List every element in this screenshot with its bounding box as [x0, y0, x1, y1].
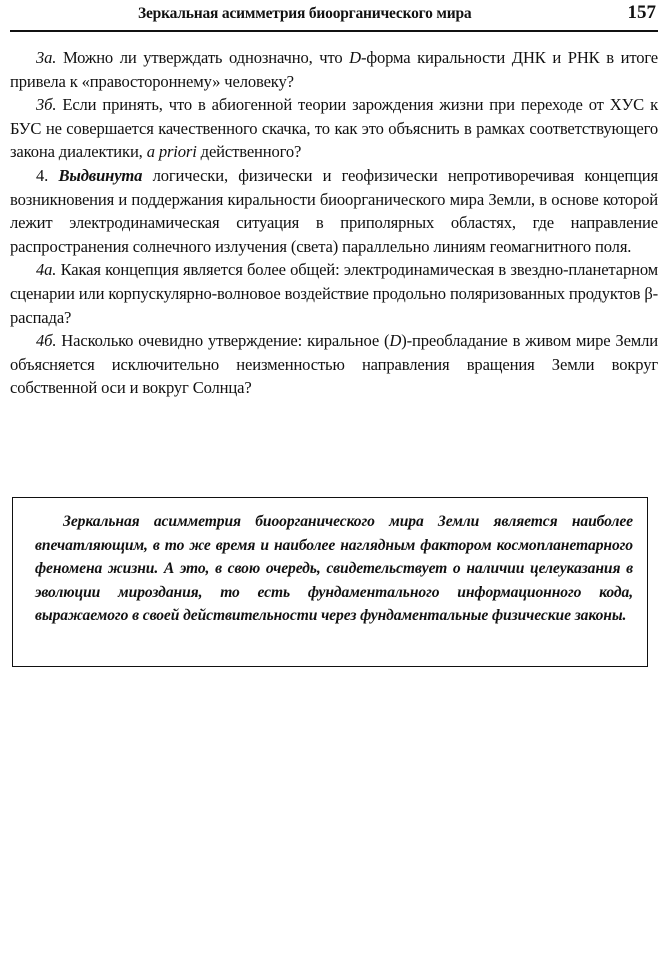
paragraph-label: 3б. — [36, 95, 57, 115]
paragraph-text: Если принять, что в абиогенной теории зарождения жизни при переходе от ХУС к БУС не совершается качественного скачка, то как это объяснить в рамках соответствующего закона диалектики, — [10, 95, 658, 162]
paragraph-text: действенного? — [196, 142, 302, 162]
paragraph-label: 4а. — [36, 260, 57, 280]
page-number: 157 — [627, 2, 656, 23]
callout-text: Зеркальная асимметрия биоорганического мира Земли является наиболее впечатляющим, в то же время и наиболее наглядным фактором космопланетарного феномена жизни. А это, в свою очередь, свидетельствует о наличии целеуказания в эволюции мироздания, то есть фундаментального информационного кода, выражаемого в своей действительности через фундаментальные физические законы. — [35, 513, 633, 624]
header-title: Зеркальная асимметрия биоорганического мира — [138, 5, 472, 22]
running-header — [10, 2, 658, 32]
paragraph-text: )-преобладание в живом мире Земли объясняется исключительно неизменностью направления вращения Земли вокруг собственной оси и вокруг Солнца? — [10, 331, 658, 398]
paragraph-3a — [10, 46, 658, 93]
body-text — [10, 46, 658, 400]
paragraph-4 — [10, 164, 658, 258]
paragraph-4a — [10, 258, 658, 329]
paragraph-4b — [10, 329, 658, 400]
paragraph-text: Насколько очевидно утверждение: киральное ( — [56, 331, 390, 351]
d-form-symbol: D — [389, 331, 402, 351]
paragraph-label: 4б. — [36, 331, 57, 351]
paragraph-label: 3а. — [36, 48, 57, 67]
paragraph-label: 4. — [36, 165, 49, 185]
paragraph-text: -форма киральности ДНК и РНК в итоге привела к «правостороннему» человеку? — [10, 48, 658, 91]
a-priori-term: a priori — [146, 142, 197, 162]
paragraph-text: Можно ли утверждать однозначно, что — [56, 48, 350, 67]
callout-box — [12, 497, 648, 667]
paragraph-text: Какая концепция является более общей: электродинамическая в звездно-планетарном сценарии или корпускулярно-волновое воздействие продольно поляризованных продуктов β-распада? — [10, 260, 658, 327]
paragraph-3b — [10, 93, 658, 164]
emphasis-word: Выдвинута — [58, 165, 143, 185]
paragraph-text: логически, физически и геофизически непротиворечивая концепция возникновения и поддержания киральности биоорганического мира Земли, в основе которой лежит электродинамическая ситуация в приполярных областях, где направление распространения солнечного излучения (света) параллельно линиям геомагнитного поля. — [10, 165, 658, 256]
d-form-symbol: D — [349, 48, 361, 67]
